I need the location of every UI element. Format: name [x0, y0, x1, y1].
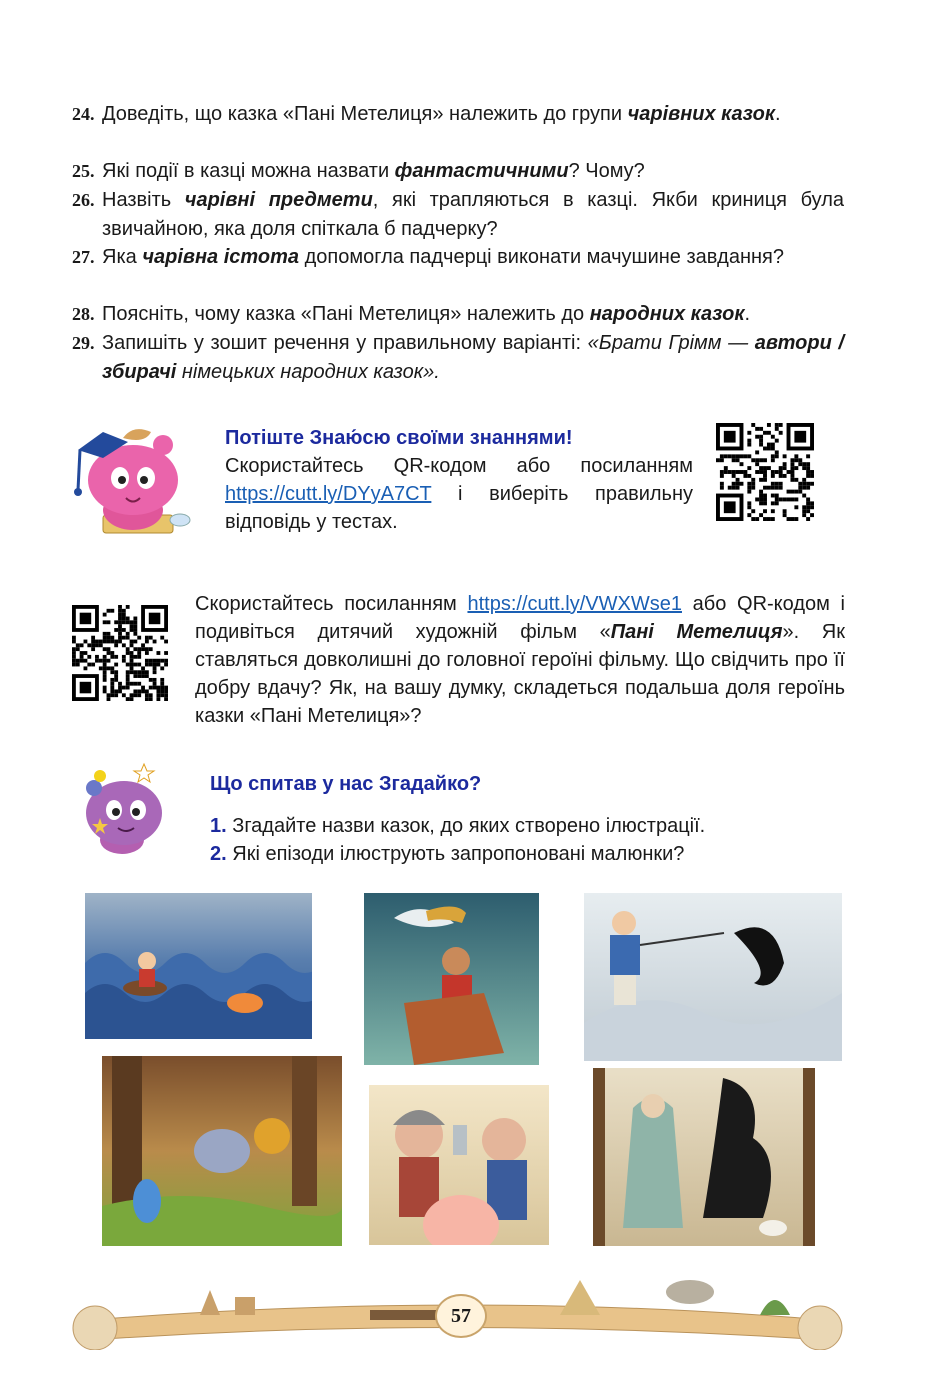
question-number: 26.	[72, 190, 95, 210]
knowsy-mascot-icon	[68, 420, 193, 540]
film-title: Пані Метелиця	[610, 621, 783, 643]
emphasis-text: чарівних казок	[627, 103, 775, 125]
plain-text: ? Чому?	[568, 160, 645, 182]
emphasis-text: чарівні предмети	[184, 189, 373, 211]
illustration-boy-in-boat	[85, 893, 312, 1039]
plain-text: Які події в казці можна назвати	[102, 160, 395, 182]
item-text: Згадайте назви казок, до яких створено ілюстрації.	[232, 815, 706, 837]
question-number: 27.	[72, 247, 95, 267]
emphasis-text: автори / збирачі	[102, 332, 845, 383]
item-text: Які епізоди ілюструють запропоновані малюнки?	[232, 843, 685, 865]
zgadaiko-item-2	[210, 840, 684, 868]
zgadaiko-title: Що спитав у нас Згадайко?	[210, 773, 482, 795]
emphasis-text: німецьких народних казок».	[176, 360, 440, 383]
knowsy-text	[225, 452, 693, 536]
plain-text: .	[744, 303, 751, 325]
question-27	[72, 243, 844, 272]
question-number: 28.	[72, 304, 95, 324]
illustration-painter	[584, 893, 842, 1061]
zgadaiko-item-1	[210, 812, 705, 840]
question-25	[72, 157, 844, 186]
plain-text: Доведіть, що казка «Пані Метелиця» належить до групи	[102, 103, 628, 125]
knowsy-text-before: Скористайтесь QR-кодом або посиланням	[225, 455, 693, 477]
plain-text: Назвіть	[102, 189, 185, 211]
question-text	[102, 100, 844, 129]
question-26	[72, 186, 844, 243]
plain-text: .	[774, 103, 781, 125]
plain-text: , які трапляються в казці. Якби криниця була звичайною, яка доля спіткала б падчерку?	[102, 189, 845, 240]
plain-text: Поясніть, чому казка «Пані Метелиця» належить до	[102, 303, 590, 325]
item-number: 2.	[210, 843, 227, 865]
question-text	[102, 300, 844, 329]
illustration-man-on-flying-chest	[364, 893, 539, 1065]
illustration-woman-and-shadow	[593, 1068, 815, 1246]
qr-code-icon[interactable]	[72, 605, 168, 701]
question-text	[102, 157, 844, 186]
zgadaiko-mascot-icon	[72, 758, 172, 858]
question-24	[72, 100, 844, 129]
film-text-after: ». Як ставляться довколишні до головної героїні фільму. Що свідчить про її добру вдачу? Як, на вашу думку, складеться подальша доля героїнь казки «Пані Метелиця»?	[195, 621, 845, 727]
emphasis-text: народних казок	[589, 303, 745, 325]
plain-text: Запишіть у зошит речення у правильному варіанті:	[102, 332, 588, 354]
film-link[interactable]: https://cutt.ly/VWXWse1	[467, 593, 682, 615]
plain-text: допомогла падчерці виконати мачушине завдання?	[299, 246, 784, 268]
question-number: 25.	[72, 161, 95, 181]
qr-code-icon[interactable]	[716, 423, 814, 521]
question-number: 24.	[72, 104, 95, 124]
knowsy-link[interactable]: https://cutt.ly/DYyA7CT	[225, 483, 432, 505]
question-text	[102, 243, 844, 272]
emphasis-text: чарівна істота	[142, 246, 300, 268]
question-28	[72, 300, 844, 329]
illustration-forest-animals	[102, 1056, 342, 1246]
knowsy-title: Потіште Знаю́сю своїми знаннями!	[225, 427, 573, 449]
knowsy-text-after: і виберіть правильну відповідь у тестах.	[225, 483, 693, 533]
emphasis-text: фантастичними	[394, 160, 569, 182]
emphasis-text: «Брати Грімм —	[587, 332, 755, 354]
illustration-old-couple-peach	[369, 1085, 549, 1245]
question-29	[72, 329, 844, 386]
question-text	[102, 186, 844, 243]
item-number: 1.	[210, 815, 227, 837]
question-number: 29.	[72, 333, 95, 353]
page-number: 57	[435, 1294, 487, 1338]
film-text-before: Скористайтесь посиланням	[195, 593, 468, 615]
film-paragraph	[195, 590, 845, 730]
plain-text: Яка	[102, 246, 143, 268]
film-text-mid: або QR-кодом і подивіться дитячий художній фільм «	[195, 593, 845, 643]
question-text	[102, 329, 844, 386]
